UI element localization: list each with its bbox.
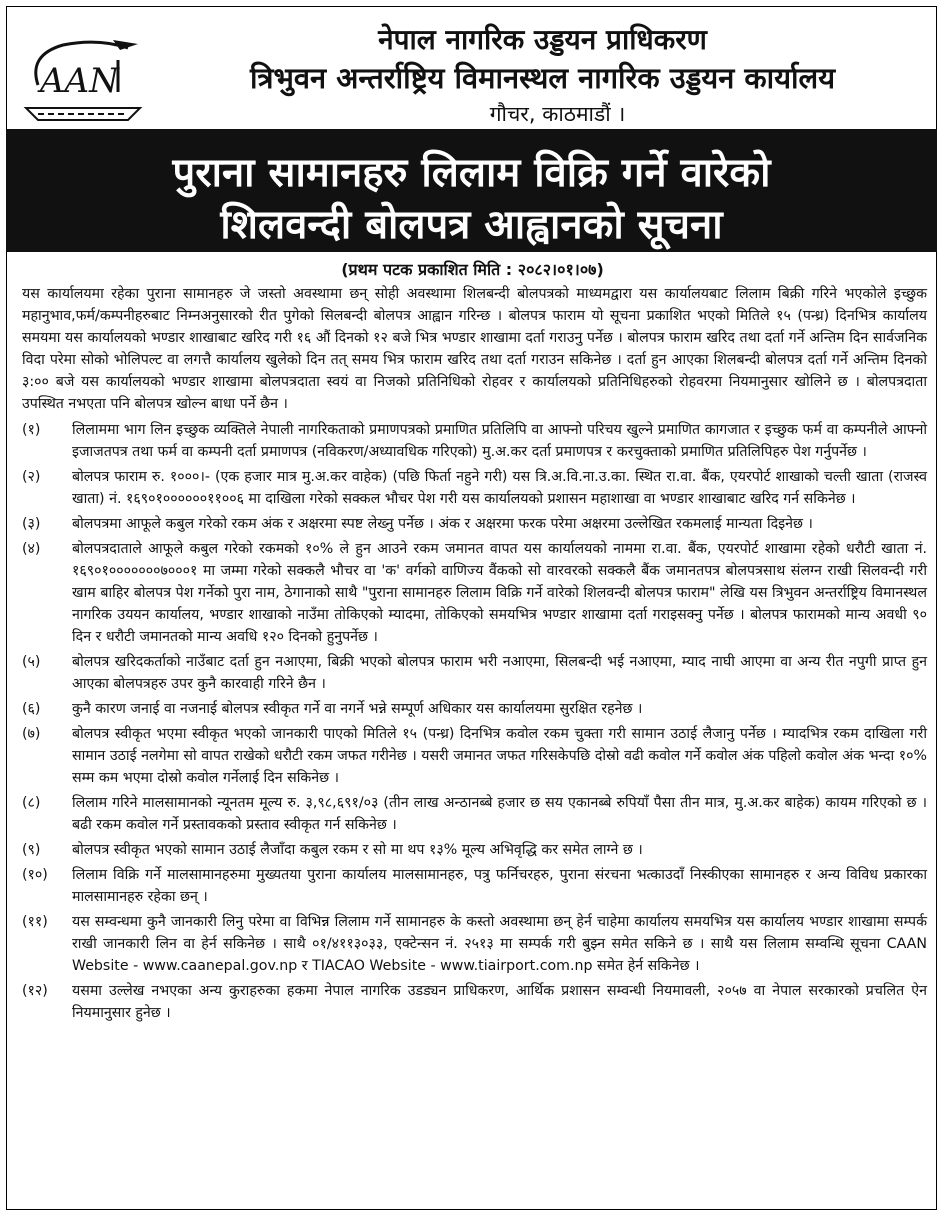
svg-text:AAN: AAN bbox=[40, 61, 119, 101]
notice-header bbox=[0, 0, 945, 130]
intro-paragraph: यस कार्यालयमा रहेका पुराना सामानहरु जे जस्तो अवस्थामा छन् सोही अवस्थामा शिलबन्दी बोलपत्रको माध्यमद्वारा यस कार्यालयबाट लिलाम बिक्री गरिने भएकोले इच्छुक महानुभाव,फर्म/कम्पनीहरुबाट निम्नअनुसारको रीत पुगेको सिलबन्दी बोलपत्र आह्वान गरिन्छ । बोलपत्र फाराम यो सूचना प्रकाशित भएको मितिले १५ (पन्ध्र) दिनभित्र कार्यालय समयमा यस कार्यालयको भण्डार शाखाबाट खरिद गरी १६ औं दिनको १२ बजे भित्र भण्डार शाखामा दर्ता गराउनु पर्नेछ । बोलपत्र फाराम खरिद तथा दर्ता गर्ने अन्तिम दिन सार्वजनिक विदा परेमा सोको भोलिपल्ट वा लगत्तै कार्यालय खुलेको दिन तत् समय भित्र फाराम खरिद तथा दर्ता गराउन सकिनेछ । दर्ता हुन आएका शिलबन्दी बोलपत्र दर्ता गर्ने अन्तिम दिनको ३:०० बजे यस कार्यालयको भण्डार शाखामा बोलपत्रदाता स्वयं वा निजको प्रतिनिधिको रोहवर र कार्यालयको प्रतिनिधिहरुको रोहवरमा नियमानुसार खोलिने छ । बोलपत्रदाता उपस्थित नभएता पनि बोलपत्र खोल्न बाधा पर्ने छैन । bbox=[22, 286, 927, 412]
condition-number: (५) bbox=[22, 654, 41, 670]
org-name: नेपाल नागरिक उड्डयन प्राधिकरण bbox=[378, 23, 707, 56]
condition-text: लिलाममा भाग लिन इच्छुक व्यक्तिले नेपाली नागरिकताको प्रमाणपत्रको प्रमाणित प्रतिलिपि वा आफ्नो परिचय खुल्ने प्रमाणित कागजात र इच्छुक फर्म वा कम्पनीले आफ्नो इजाजतपत्र तथा फर्म वा कम्पनी दर्ता प्रमाणपत्र (नविकरण/अध्यावधिक गरिएको) मु.अ.कर दर्ता प्रमाणपत्र र करचुक्ताको प्रमाणित प्रतिलिपिहरु पेश गर्नुपर्नेछ । bbox=[72, 422, 927, 460]
condition-number: (७) bbox=[22, 726, 41, 742]
condition-text: लिलाम विक्रि गर्ने मालसामानहरुमा मुख्यतया पुराना कार्यालय मालसामानहरु, पत्रु फर्निचरहरु, पुराना संरचना भत्काउदाँ निस्कीएका सामानहरु र अन्य विविध प्रकारका मालसामानहरु रहेका छन् । bbox=[72, 867, 927, 905]
condition-text: बोलपत्र स्वीकृत भएमा स्वीकृत भएको जानकारी पाएको मितिले १५ (पन्ध्र) दिनभित्र कवोल रकम चुक्ता गरी सामान उठाई लैजानु पर्नेछ । म्यादभित्र रकम दाखिला गरी सामान उठाई नलगेमा सो वापत राखेको धरौटी रकम जफत गरीनेछ । यसरी जमानत जफत गरिसकेपछि दोस्रो वढी कवोल गर्ने कवोल अंक पहिलो कवोल अंक भन्दा १०% सम्म कम भएमा दोस्रो कवोल गर्नेलाई दिन सकिनेछ । bbox=[72, 726, 927, 786]
condition-item bbox=[22, 864, 927, 908]
condition-text: बोलपत्र फाराम रु. १०००।- (एक हजार मात्र मु.अ.कर वाहेक) (पछि फिर्ता नहुने गरी) यस त्रि.अ.वि.ना.उ.का. स्थित रा.वा. बैंक, एयरपोर्ट शाखाको चल्ती खाता (राजस्व खाता) नं. १६९०१००००००११००६ मा दाखिला गरेको सक्कल भौचर पेश गरी यस कार्यालयको प्रशासन महाशाखा वा भण्डार शाखाबाट खरिद गर्न सकिनेछ । bbox=[72, 469, 927, 507]
condition-number: (१२) bbox=[22, 983, 48, 999]
publication-date: (प्रथम पटक प्रकाशित मिति : २०८२।०१।०७) bbox=[341, 260, 604, 279]
condition-item bbox=[22, 911, 927, 977]
condition-item bbox=[22, 538, 927, 648]
notice-body bbox=[22, 283, 927, 1027]
condition-item bbox=[22, 839, 927, 861]
condition-number: (१०) bbox=[22, 867, 48, 883]
condition-number: (६) bbox=[22, 701, 41, 717]
condition-number: (८) bbox=[22, 795, 41, 811]
condition-text: बोलपत्रदाताले आफूले कबुल गरेको रकमको १०% ले हुन आउने रकम जमानत वापत यस कार्यालयको नाममा रा.वा. बैंक, एयरपोर्ट शाखामा रहेको धरौटी खाता नं. १६९०१०००००००७०००१ मा जम्मा गरेको सक्कलै भौचर वा 'क' वर्गको वाणिज्य वैंकको सो वारवरको सक्कलै बैंक जमानतपत्र बोलपत्रसाथ संलग्न राखी सिलवन्दी गरी खाम बाहिर बोलपत्र पेश गर्नेको पुरा नाम, ठेगानाको साथै "पुराना सामानहरु लिलाम विक्रि गर्ने वारेको शिलवन्दी बोलपत्र फाराम" लेखि यस त्रिभुवन अन्तर्राष्ट्रिय विमानस्थल नागरिक उययन कार्यालय, भण्डार शाखाको नाउँमा तोकिएको म्यादमा, तोकिएको समयभित्र भण्डार शाखामा दर्ता गराइसक्नु पर्नेछ । बोलपत्र फारामको मान्य अवधी ९० दिन र धरौटी जमानतको मान्य अवधि १२० दिनको हुनुपर्नेछ । bbox=[72, 541, 927, 645]
condition-item bbox=[22, 651, 927, 695]
condition-text: बोलपत्र स्वीकृत भएको सामान उठाई लैजाँदा कबुल रकम र सो मा थप १३% मूल्य अभिवृद्धि कर समेत लाग्ने छ । bbox=[72, 842, 643, 858]
office-name: त्रिभुवन अन्तर्राष्ट्रिय विमानस्थल नागरिक उड्डयन कार्यालय bbox=[249, 61, 836, 95]
condition-text: लिलाम गरिने मालसामानको न्यूनतम मूल्य रु. ३,९८,६९१/०३ (तीन लाख अन्ठानब्बे हजार छ सय एकानब्बे रुपियाँ पैसा तीन मात्र, मु.अ.कर बाहेक) कायम गरिएको छ । बढी रकम कवोल गर्ने प्रस्तावकको प्रस्ताव स्वीकृत गर्न सकिनेछ । bbox=[72, 795, 927, 833]
condition-number: (३) bbox=[22, 516, 41, 532]
condition-item bbox=[22, 723, 927, 789]
office-address: गौचर, काठमाडौं । bbox=[489, 102, 626, 126]
condition-number: (११) bbox=[22, 914, 48, 930]
condition-number: (२) bbox=[22, 469, 41, 485]
condition-text: बोलपत्र खरिदकर्ताको नाउँबाट दर्ता हुन नआएमा, बिक्री भएको बोलपत्र फाराम भरी नआएमा, सिलबन्दी भई नआएमा, म्याद नाघी आएमा वा अन्य रीत नपुगी प्राप्त हुन आएका बोलपत्रहरु उपर कुनै कारवाही गरिने छैन । bbox=[72, 654, 927, 692]
condition-text: कुनै कारण जनाई वा नजनाई बोलपत्र स्वीकृत गर्ने वा नगर्ने भन्ने सम्पूर्ण अधिकार यस कार्यालयमा सुरक्षित रहनेछ । bbox=[72, 701, 643, 717]
title-banner bbox=[6, 129, 937, 252]
condition-text: यसमा उल्लेख नभएका अन्य कुराहरुका हकमा नेपाल नागरिक उडड्यन प्राधिकरण, आर्थिक प्रशासन सम्वन्धी नियमावली, २०५७ वा नेपाल सरकारको प्रचलित ऐन नियमानुसार हुनेछ । bbox=[72, 983, 927, 1021]
condition-text: यस सम्वन्धमा कुनै जानकारी लिनु परेमा वा विभिन्न लिलाम गर्ने सामानहरु के कस्तो अवस्थामा छन् हेर्न चाहेमा कार्यालय समयभित्र यस कार्यालय भण्डार शाखामा सम्पर्क राखी जानकारी लिन वा हेर्न सकिनेछ । साथै ०१/४११३०३३, एक्टेन्सन नं. २५१३ मा सम्पर्क गरी बुझ्न समेत सकिने छ । साथै यस लिलाम सम्वन्धि सूचना CAAN Website - www.caanepal.gov.np र TIACAO Website - www.tiairport.com.np समेत हेर्न सकिनेछ । bbox=[72, 914, 927, 974]
condition-number: (९) bbox=[22, 842, 41, 858]
condition-item bbox=[22, 698, 927, 720]
conditions-list bbox=[22, 419, 927, 1024]
condition-item bbox=[22, 513, 927, 535]
condition-item bbox=[22, 792, 927, 836]
condition-number: (४) bbox=[22, 541, 41, 557]
condition-item bbox=[22, 980, 927, 1024]
condition-number: (१) bbox=[22, 422, 41, 438]
condition-item bbox=[22, 466, 927, 510]
banner-title-line1: पुराना सामानहरु लिलाम विक्रि गर्ने वारेको bbox=[172, 150, 771, 196]
condition-text: बोलपत्रमा आफूले कबुल गरेको रकम अंक र अक्षरमा स्पष्ट लेख्नु पर्नेछ । अंक र अक्षरमा फरक परेमा अक्षरमा उल्लेखित रकमलाई मान्यता दिइनेछ । bbox=[72, 516, 813, 532]
condition-item bbox=[22, 419, 927, 463]
banner-title-line2: शिलवन्दी बोलपत्र आह्वानको सूचना bbox=[220, 202, 723, 248]
